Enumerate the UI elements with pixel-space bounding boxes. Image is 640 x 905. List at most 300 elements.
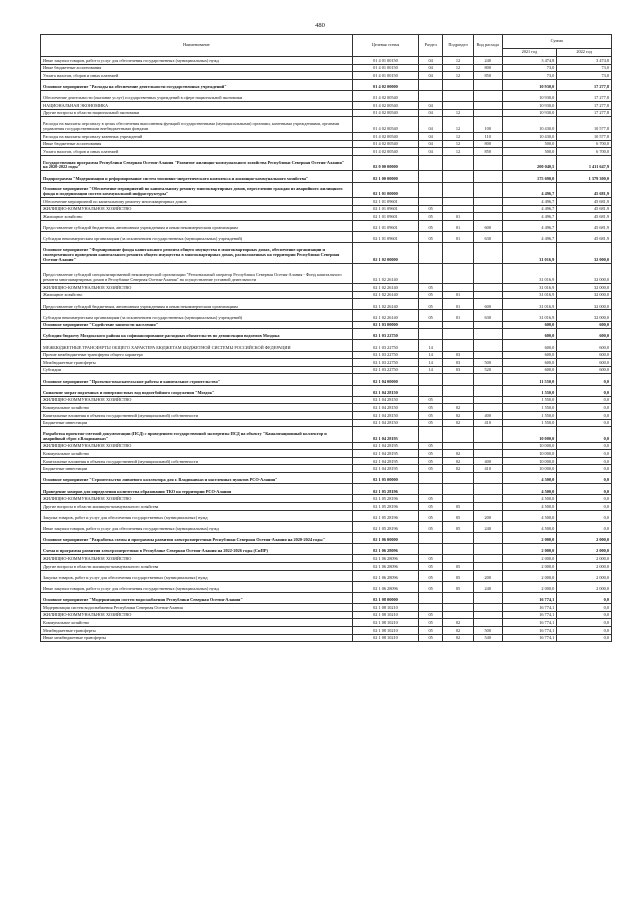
row-section-cell [419,321,443,329]
table-row [41,263,612,283]
row-name-cell: НАЦИОНАЛЬНАЯ ЭКОНОМИКА [41,102,353,110]
row-section-cell: 04 [419,72,443,80]
row-target-article-cell: 02 1 02 26140 [352,310,419,321]
row-sum-2022-cell: 17 277,8 [557,102,612,110]
row-name-cell: ЖИЛИЩНО-КОММУНАЛЬНОЕ ХОЗЯЙСТВО [41,611,353,619]
row-sum-2022-cell: 32 000,0 [557,291,612,299]
row-expense-type-cell [473,198,502,206]
row-sum-2022-cell: 0,0 [557,442,612,450]
row-name-cell: Обеспечение деятельности (оказание услуг) государственных учреждений в сфере национальной экономики [41,90,353,101]
row-expense-type-cell: 540 [473,634,502,642]
header-target-article: Целевая статья [352,35,419,57]
row-target-article-cell: 02 1 04 28195 [352,427,419,443]
row-sum-2021-cell: 600,0 [502,359,557,367]
row-target-article-cell: 02 1 04 28150 [352,385,419,396]
table-row [41,442,612,450]
row-name-cell: Основное мероприятие "Проектно-изыскательские работы и капитальное строительство" [41,374,353,385]
row-target-article-cell: 02 1 05 28196 [352,510,419,521]
row-subsection-cell [443,495,474,503]
row-expense-type-cell: 110 [473,132,502,140]
row-target-article-cell: 02 1 03 00000 [352,321,419,329]
row-target-article-cell: 02 1 04 28150 [352,419,419,427]
row-target-article-cell: 02 1 03 22750 [352,340,419,351]
row-subsection-cell [443,90,474,101]
row-sum-2021-cell: 10 930,0 [502,90,557,101]
row-sum-2022-cell: 32 000,0 [557,263,612,283]
row-name-cell: Иные бюджетные ассигнования [41,64,353,72]
row-subsection-cell: 05 [443,562,474,570]
row-name-cell: Предоставление субсидий бюджетным, автономным учреждениям и иным некоммерческим организациям [41,220,353,231]
row-sum-2022-cell: 73,0 [557,64,612,72]
row-target-article-cell: 02 1 04 28150 [352,404,419,412]
row-subsection-cell: 01 [443,213,474,221]
row-subsection-cell [443,102,474,110]
table-row [41,510,612,521]
row-name-cell: Расходы на выплаты персоналу в целях обеспечения выполнения функций государственными (муниципальными) органами, казенными учреждениями, органами управления государственными внебюджетными фондами [41,117,353,133]
table-row [41,72,612,80]
row-target-article-cell: 02 1 02 26140 [352,263,419,283]
row-subsection-cell: 02 [443,450,474,458]
row-sum-2022-cell: 2 000,0 [557,562,612,570]
row-name-cell: Основное мероприятие "Строительство ливневого коллектора для г. Владикавказ и населенных пунктов РСО-Алания" [41,473,353,484]
row-subsection-cell: 12 [443,109,474,117]
row-name-cell: Прочие межбюджетные трансферты общего характера [41,351,353,359]
row-sum-2021-cell: 16 774,1 [502,634,557,642]
row-target-article-cell: 02 1 04 00000 [352,374,419,385]
row-target-article-cell: 01 4 02 00540 [352,132,419,140]
row-sum-2022-cell: 17 277,8 [557,90,612,101]
row-expense-type-cell [473,484,502,495]
table-row [41,117,612,133]
row-target-article-cell: 01 4 02 00000 [352,79,419,90]
row-section-cell [419,155,443,171]
row-sum-2022-cell: 0,0 [557,419,612,427]
table-row [41,581,612,592]
row-subsection-cell [443,484,474,495]
row-expense-type-cell [473,592,502,603]
row-sum-2021-cell: 10 000,0 [502,442,557,450]
row-expense-type-cell: 100 [473,117,502,133]
row-section-cell: 14 [419,359,443,367]
row-sum-2021-cell: 10 000,0 [502,450,557,458]
row-name-cell: Межбюджетные трансферты [41,359,353,367]
budget-table [40,34,612,642]
row-subsection-cell [443,611,474,619]
row-subsection-cell [443,427,474,443]
row-expense-type-cell: 630 [473,232,502,243]
row-target-article-cell: 01 4 02 00540 [352,117,419,133]
row-target-article-cell: 02 1 02 26140 [352,299,419,310]
row-name-cell: ЖИЛИЩНО-КОММУНАЛЬНОЕ ХОЗЯЙСТВО [41,284,353,292]
row-section-cell [419,427,443,443]
row-name-cell: Закупка товаров, работ и услуг для обеспечения государственных (муниципальных) нужд [41,570,353,581]
row-subsection-cell: 02 [443,419,474,427]
row-sum-2022-cell: 3 474,8 [557,57,612,65]
row-sum-2022-cell: 0,0 [557,473,612,484]
table-row [41,411,612,419]
row-subsection-cell [443,533,474,544]
row-target-article-cell: 02 1 02 26140 [352,284,419,292]
row-expense-type-cell [473,404,502,412]
row-sum-2021-cell: 10 930,0 [502,102,557,110]
row-target-article-cell: 02 1 08 10210 [352,604,419,612]
row-expense-type-cell: 500 [473,626,502,634]
header-sum: Сумма [502,35,611,49]
row-sum-2021-cell: 2 000,0 [502,544,557,555]
row-target-article-cell: 02 0 00 00000 [352,155,419,171]
table-row [41,171,612,182]
row-sum-2021-cell: 73,0 [502,64,557,72]
row-sum-2022-cell: 6 700,0 [557,140,612,148]
row-sum-2022-cell: 0,0 [557,465,612,473]
row-sum-2021-cell: 4 500,0 [502,510,557,521]
header-expense-type: Вид расхода [473,35,502,57]
header-year-2022: 2022 год [557,49,612,57]
row-name-cell: Коммунальное хозяйство [41,404,353,412]
row-sum-2021-cell: 4 500,0 [502,484,557,495]
row-sum-2021-cell: 11 550,0 [502,374,557,385]
row-sum-2022-cell: 0,0 [557,457,612,465]
row-section-cell: 05 [419,581,443,592]
table-row [41,90,612,101]
row-name-cell: Бюджетные инвестиции [41,419,353,427]
header-name: Наименование [41,35,353,57]
row-sum-2021-cell: 10 930,0 [502,109,557,117]
row-expense-type-cell [473,427,502,443]
row-subsection-cell: 01 [443,310,474,321]
row-expense-type-cell: 850 [473,148,502,156]
table-row [41,198,612,206]
row-expense-type-cell [473,442,502,450]
row-name-cell: Проведение замеров для определения количества образования ТКО на территории РСО-Алания [41,484,353,495]
row-subsection-cell [443,473,474,484]
row-sum-2022-cell: 600,0 [557,329,612,340]
row-expense-type-cell [473,495,502,503]
row-subsection-cell [443,396,474,404]
row-expense-type-cell [473,284,502,292]
row-name-cell: Субсидии некоммерческим организациям (за исключением государственных (муниципальных) учреждений) [41,310,353,321]
row-expense-type-cell [473,450,502,458]
row-section-cell: 04 [419,132,443,140]
row-subsection-cell: 02 [443,465,474,473]
row-target-article-cell: 01 4 01 00150 [352,57,419,65]
row-expense-type-cell [473,171,502,182]
row-subsection-cell: 01 [443,220,474,231]
table-row [41,243,612,263]
row-name-cell: Субсидии [41,366,353,374]
row-sum-2021-cell: 1 550,0 [502,385,557,396]
row-name-cell: Коммунальное хозяйство [41,619,353,627]
row-name-cell: Коммунальное хозяйство [41,450,353,458]
row-subsection-cell: 12 [443,148,474,156]
row-sum-2022-cell: 32 000,0 [557,299,612,310]
row-section-cell: 05 [419,220,443,231]
row-sum-2022-cell: 600,0 [557,321,612,329]
row-sum-2021-cell: 16 774,1 [502,611,557,619]
row-sum-2021-cell: 2 000,0 [502,570,557,581]
row-target-article-cell: 02 1 05 00000 [352,473,419,484]
row-sum-2021-cell: 4 500,0 [502,473,557,484]
row-subsection-cell: 01 [443,291,474,299]
row-sum-2022-cell: 0,0 [557,592,612,603]
row-section-cell: 04 [419,102,443,110]
row-subsection-cell: 03 [443,359,474,367]
row-subsection-cell: 12 [443,72,474,80]
table-row [41,465,612,473]
row-sum-2021-cell: 4 500,0 [502,495,557,503]
row-target-article-cell: 01 4 02 00540 [352,140,419,148]
row-sum-2022-cell: 73,0 [557,72,612,80]
row-name-cell: ЖИЛИЩНО-КОММУНАЛЬНОЕ ХОЗЯЙСТВО [41,555,353,563]
header-year-2021: 2021 год [502,49,557,57]
table-row [41,450,612,458]
row-subsection-cell [443,205,474,213]
row-expense-type-cell [473,611,502,619]
row-name-cell: ЖИЛИЩНО-КОММУНАЛЬНОЕ ХОЗЯЙСТВО [41,442,353,450]
table-row [41,592,612,603]
row-name-cell: Модернизация систем водоснабжения Республики Северная Осетия-Алания [41,604,353,612]
row-name-cell: Жилищное хозяйство [41,291,353,299]
row-subsection-cell [443,198,474,206]
row-name-cell: Капитальные вложения в объекты государственной (муниципальной) собственности [41,411,353,419]
row-target-article-cell: 02 1 01 09601 [352,205,419,213]
row-subsection-cell [443,171,474,182]
row-expense-type-cell: 400 [473,411,502,419]
row-section-cell: 05 [419,419,443,427]
row-expense-type-cell [473,555,502,563]
row-sum-2021-cell: 1 550,0 [502,404,557,412]
row-name-cell: ЖИЛИЩНО-КОММУНАЛЬНОЕ ХОЗЯЙСТВО [41,396,353,404]
row-expense-type-cell: 600 [473,299,502,310]
row-expense-type-cell: 500 [473,359,502,367]
table-row [41,220,612,231]
row-section-cell: 05 [419,495,443,503]
row-name-cell: Уплата налогов, сборов и иных платежей [41,148,353,156]
row-sum-2021-cell: 200 040,5 [502,155,557,171]
row-section-cell: 05 [419,503,443,511]
row-name-cell: Другие вопросы в области жилищно-коммунального хозяйства [41,562,353,570]
table-row [41,351,612,359]
row-section-cell: 14 [419,340,443,351]
row-sum-2022-cell: 1 379 300,0 [557,171,612,182]
row-target-article-cell: 01 4 02 00540 [352,102,419,110]
row-sum-2022-cell: 0,0 [557,396,612,404]
row-sum-2022-cell: 1 411 647,9 [557,155,612,171]
row-section-cell: 05 [419,310,443,321]
row-sum-2022-cell: 0,0 [557,619,612,627]
row-target-article-cell: 02 1 03 22750 [352,351,419,359]
row-expense-type-cell [473,619,502,627]
row-section-cell: 05 [419,619,443,627]
row-section-cell: 04 [419,109,443,117]
row-subsection-cell: 02 [443,634,474,642]
table-row [41,321,612,329]
row-expense-type-cell: 800 [473,64,502,72]
row-sum-2021-cell: 10 000,0 [502,427,557,443]
row-name-cell: Бюджетные инвестиции [41,465,353,473]
row-section-cell: 05 [419,634,443,642]
table-row [41,562,612,570]
row-target-article-cell: 02 1 04 28150 [352,411,419,419]
table-row [41,533,612,544]
row-subsection-cell: 02 [443,619,474,627]
row-sum-2021-cell: 4 496,7 [502,220,557,231]
row-subsection-cell: 02 [443,457,474,465]
row-expense-type-cell: 410 [473,465,502,473]
row-expense-type-cell [473,340,502,351]
row-expense-type-cell [473,385,502,396]
table-row [41,310,612,321]
row-subsection-cell [443,79,474,90]
row-section-cell: 05 [419,205,443,213]
row-expense-type-cell: 520 [473,366,502,374]
row-subsection-cell [443,284,474,292]
row-subsection-cell: 05 [443,521,474,532]
table-row [41,503,612,511]
row-sum-2022-cell: 45 681,9 [557,198,612,206]
row-sum-2022-cell: 0,0 [557,427,612,443]
row-subsection-cell: 01 [443,232,474,243]
row-sum-2021-cell: 2 000,0 [502,555,557,563]
row-section-cell [419,533,443,544]
row-section-cell [419,79,443,90]
row-target-article-cell: 01 4 02 00540 [352,90,419,101]
row-target-article-cell: 02 1 04 28195 [352,457,419,465]
row-sum-2022-cell: 2 000,0 [557,544,612,555]
table-row [41,329,612,340]
row-section-cell: 14 [419,366,443,374]
table-row [41,102,612,110]
row-subsection-cell: 02 [443,404,474,412]
row-sum-2022-cell: 45 681,9 [557,182,612,198]
row-subsection-cell [443,592,474,603]
row-name-cell: Предоставление субсидий специализированной некоммерческой организации "Региональный оператор Республики Северная Осетия-Алания - Фонд капитального ремонта многоквартирных домов в Республике Северная Осетия-Алания" на осуществление уставной деятельности [41,263,353,283]
row-subsection-cell: 12 [443,140,474,148]
row-section-cell: 05 [419,442,443,450]
row-section-cell [419,263,443,283]
row-sum-2021-cell: 1 550,0 [502,411,557,419]
row-section-cell: 05 [419,626,443,634]
row-subsection-cell [443,182,474,198]
row-expense-type-cell [473,396,502,404]
row-subsection-cell [443,604,474,612]
row-target-article-cell: 02 1 04 28150 [352,396,419,404]
row-name-cell: Основное мероприятие "Содействие занятости населения" [41,321,353,329]
row-target-article-cell: 02 1 06 28096 [352,562,419,570]
row-expense-type-cell [473,155,502,171]
row-sum-2022-cell: 2 000,0 [557,533,612,544]
row-subsection-cell: 03 [443,351,474,359]
row-target-article-cell: 02 1 01 09601 [352,198,419,206]
row-sum-2022-cell: 45 681,9 [557,232,612,243]
row-expense-type-cell [473,90,502,101]
row-target-article-cell: 02 1 06 28096 [352,555,419,563]
table-row [41,299,612,310]
row-subsection-cell [443,155,474,171]
row-name-cell: Уплата налогов, сборов и иных платежей [41,72,353,80]
row-name-cell: ЖИЛИЩНО-КОММУНАЛЬНОЕ ХОЗЯЙСТВО [41,495,353,503]
row-subsection-cell [443,329,474,340]
row-expense-type-cell [473,503,502,511]
table-row [41,495,612,503]
row-expense-type-cell [473,321,502,329]
row-sum-2021-cell: 600,0 [502,340,557,351]
row-expense-type-cell [473,473,502,484]
table-row [41,132,612,140]
row-section-cell [419,90,443,101]
row-name-cell: Субсидия бюджету Моздокского района на софинансирование расходных обязательств по дезинсекции водоемов Моздока [41,329,353,340]
row-expense-type-cell [473,205,502,213]
row-name-cell: Межбюджетные трансферты [41,626,353,634]
row-name-cell: Иные закупки товаров, работ и услуг для обеспечения государственных (муниципальных) нужд [41,521,353,532]
row-sum-2021-cell: 600,0 [502,329,557,340]
row-sum-2021-cell: 4 496,7 [502,182,557,198]
row-subsection-cell: 05 [443,510,474,521]
row-section-cell: 05 [419,284,443,292]
row-subsection-cell [443,321,474,329]
row-subsection-cell [443,263,474,283]
row-subsection-cell: 03 [443,366,474,374]
row-target-article-cell: 02 1 05 28196 [352,503,419,511]
row-sum-2021-cell: 16 774,1 [502,604,557,612]
row-sum-2022-cell: 0,0 [557,626,612,634]
row-target-article-cell: 02 1 03 22750 [352,366,419,374]
table-row [41,419,612,427]
row-sum-2022-cell: 0,0 [557,385,612,396]
row-sum-2021-cell: 500,0 [502,140,557,148]
row-sum-2022-cell: 0,0 [557,521,612,532]
row-section-cell: 05 [419,299,443,310]
row-target-article-cell: 02 1 00 00000 [352,171,419,182]
row-expense-type-cell: 200 [473,510,502,521]
row-name-cell: ЖИЛИЩНО-КОММУНАЛЬНОЕ ХОЗЯЙСТВО [41,205,353,213]
table-row [41,570,612,581]
row-target-article-cell: 01 4 02 00540 [352,109,419,117]
row-section-cell: 05 [419,411,443,419]
table-row [41,473,612,484]
row-sum-2021-cell: 4 496,7 [502,232,557,243]
row-sum-2021-cell: 10 430,0 [502,117,557,133]
row-target-article-cell: 02 1 08 10210 [352,611,419,619]
row-target-article-cell: 02 1 06 00000 [352,533,419,544]
row-sum-2022-cell: 2 000,0 [557,581,612,592]
row-sum-2021-cell: 10 930,0 [502,79,557,90]
row-target-article-cell: 02 1 05 28196 [352,484,419,495]
row-subsection-cell: 05 [443,581,474,592]
row-subsection-cell: 12 [443,57,474,65]
row-name-cell: Иные закупки товаров, работ и услуг для обеспечения государственных (муниципальных) нужд [41,581,353,592]
row-sum-2022-cell: 32 000,0 [557,310,612,321]
row-name-cell: Обеспечение мероприятий по капитальному ремонту многоквартирных домов [41,198,353,206]
row-section-cell [419,544,443,555]
row-section-cell: 05 [419,232,443,243]
row-target-article-cell: 02 1 05 28196 [352,521,419,532]
row-section-cell: 04 [419,117,443,133]
row-sum-2021-cell: 600,0 [502,351,557,359]
row-name-cell: Схема и программа развития электроэнергетики в Республике Северная Осетия-Алания на 2022-2026 годы (СиПР) [41,544,353,555]
row-sum-2022-cell: 10 577,8 [557,117,612,133]
row-expense-type-cell: 200 [473,570,502,581]
row-name-cell: Основное мероприятие "Модернизация систем водоснабжения Республики Северная Осетия-Алания" [41,592,353,603]
row-expense-type-cell: 400 [473,457,502,465]
row-section-cell: 05 [419,611,443,619]
row-sum-2021-cell: 2 000,0 [502,562,557,570]
row-section-cell: 05 [419,465,443,473]
row-section-cell [419,385,443,396]
row-expense-type-cell [473,243,502,263]
row-sum-2021-cell: 500,0 [502,148,557,156]
row-expense-type-cell [473,351,502,359]
